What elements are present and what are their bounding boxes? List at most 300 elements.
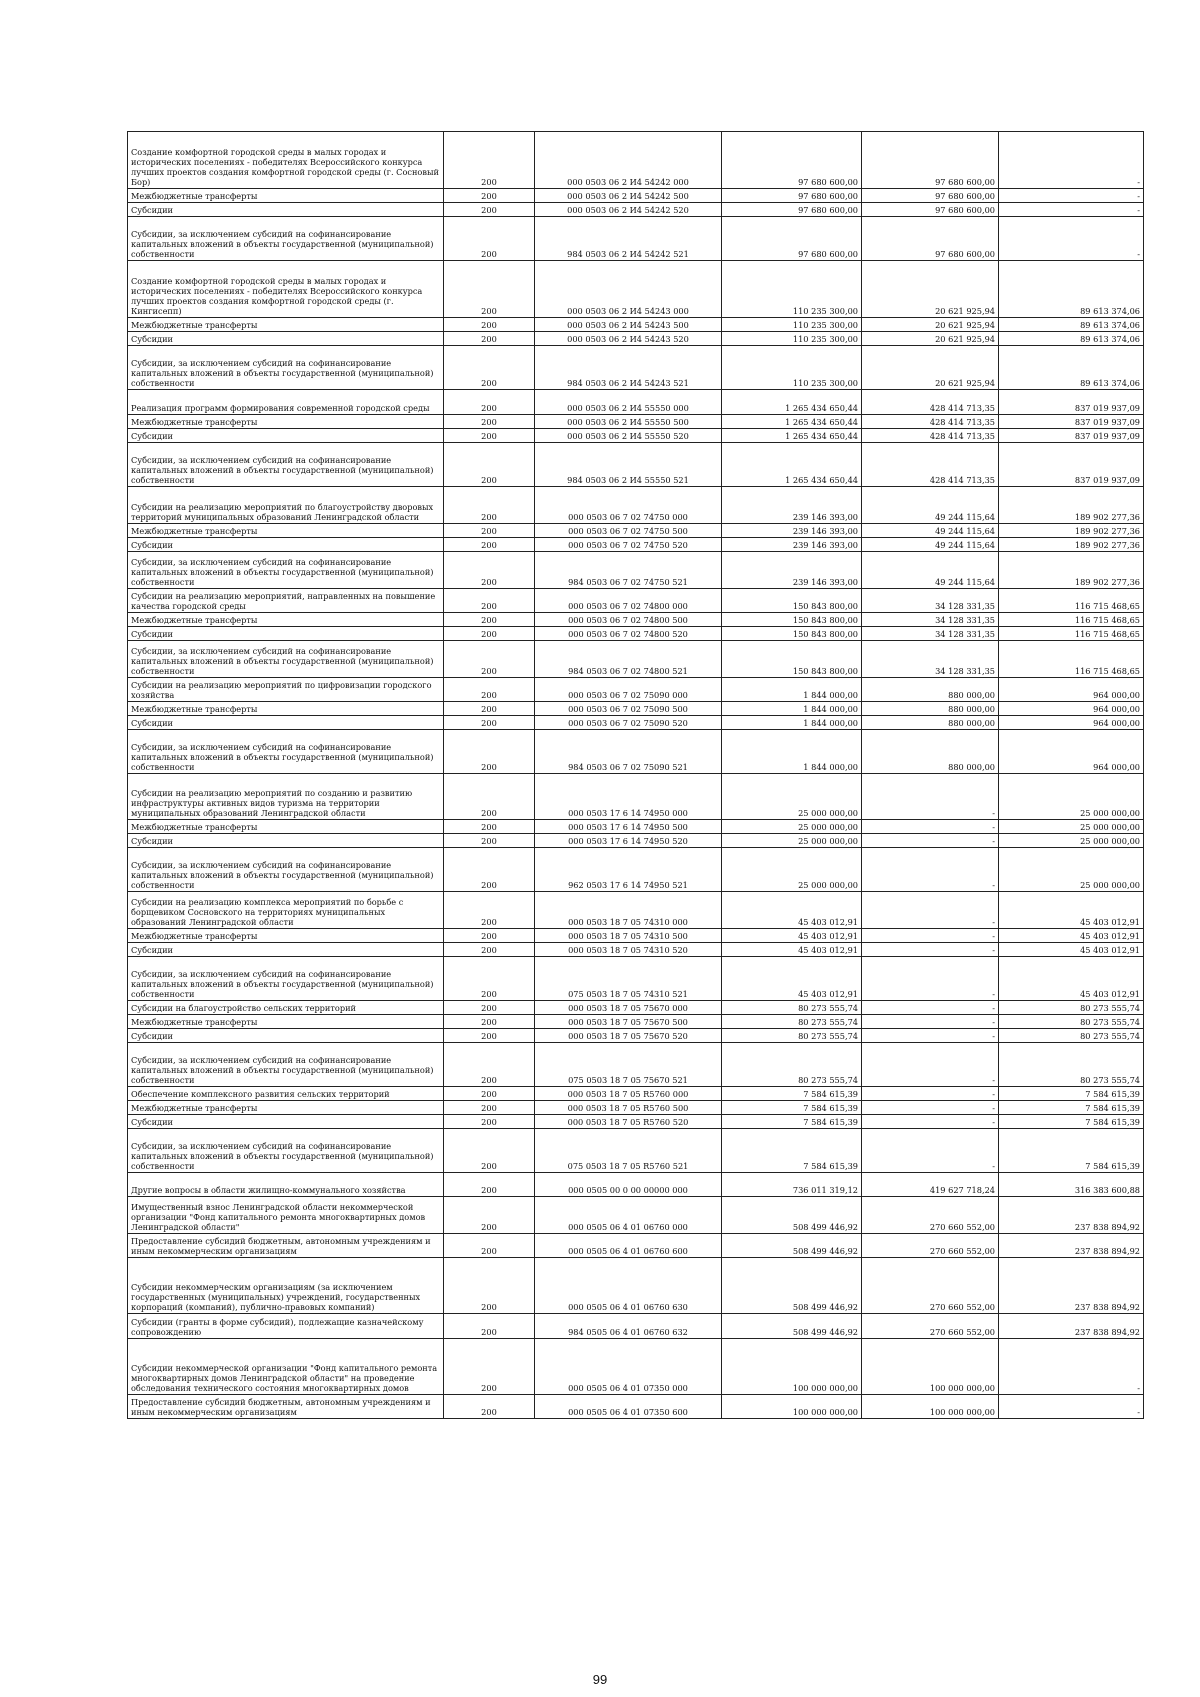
- row-kbk-cell: 000 0505 00 0 00 00000 000: [535, 1173, 722, 1197]
- row-kbk-cell: 984 0505 06 4 01 06760 632: [535, 1314, 722, 1339]
- row-kbk-cell: 000 0503 06 7 02 74750 000: [535, 487, 722, 524]
- row-executed-cell: -: [862, 1043, 999, 1087]
- row-unexecuted-cell: 189 902 277,36: [999, 552, 1144, 589]
- row-executed-cell: 49 244 115,64: [862, 487, 999, 524]
- table-row: [128, 189, 1144, 203]
- row-name-cell: Межбюджетные трансферты: [128, 415, 444, 429]
- row-code-cell: 200: [444, 730, 535, 774]
- row-unexecuted-cell: -: [999, 1395, 1144, 1419]
- row-unexecuted-cell: 116 715 468,65: [999, 613, 1144, 627]
- row-code-cell: 200: [444, 390, 535, 415]
- row-unexecuted-cell: 237 838 894,92: [999, 1197, 1144, 1234]
- row-executed-cell: -: [862, 848, 999, 892]
- row-kbk-cell: 000 0505 06 4 01 06760 630: [535, 1258, 722, 1314]
- row-name-cell: Межбюджетные трансферты: [128, 318, 444, 332]
- row-kbk-cell: 000 0503 17 6 14 74950 520: [535, 834, 722, 848]
- table-row: [128, 820, 1144, 834]
- row-code-cell: 200: [444, 132, 535, 189]
- row-unexecuted-cell: 80 273 555,74: [999, 1043, 1144, 1087]
- row-approved-cell: 45 403 012,91: [722, 892, 862, 929]
- row-approved-cell: 1 844 000,00: [722, 702, 862, 716]
- row-kbk-cell: 000 0503 06 2 И4 54243 520: [535, 332, 722, 346]
- row-name-cell: Другие вопросы в области жилищно-коммунального хозяйства: [128, 1173, 444, 1197]
- row-unexecuted-cell: 189 902 277,36: [999, 524, 1144, 538]
- row-code-cell: 200: [444, 1197, 535, 1234]
- row-kbk-cell: 962 0503 17 6 14 74950 521: [535, 848, 722, 892]
- row-unexecuted-cell: 964 000,00: [999, 678, 1144, 702]
- row-approved-cell: 25 000 000,00: [722, 848, 862, 892]
- row-name-cell: Субсидии на реализацию мероприятий, направленных на повышение качества городской среды: [128, 589, 444, 613]
- row-approved-cell: 100 000 000,00: [722, 1339, 862, 1395]
- row-code-cell: 200: [444, 217, 535, 261]
- row-name-cell: Субсидии, за исключением субсидий на софинансирование капитальных вложений в объекты государственной (муниципальной) собственности: [128, 848, 444, 892]
- row-kbk-cell: 000 0503 06 7 02 75090 000: [535, 678, 722, 702]
- row-kbk-cell: 000 0503 06 7 02 74800 520: [535, 627, 722, 641]
- budget-table: [127, 131, 1144, 1419]
- row-unexecuted-cell: 7 584 615,39: [999, 1101, 1144, 1115]
- row-code-cell: 200: [444, 702, 535, 716]
- row-unexecuted-cell: 837 019 937,09: [999, 443, 1144, 487]
- row-kbk-cell: 984 0503 06 2 И4 54243 521: [535, 346, 722, 390]
- row-unexecuted-cell: 45 403 012,91: [999, 892, 1144, 929]
- row-unexecuted-cell: 7 584 615,39: [999, 1129, 1144, 1173]
- row-approved-cell: 80 273 555,74: [722, 1001, 862, 1015]
- row-unexecuted-cell: 116 715 468,65: [999, 589, 1144, 613]
- row-approved-cell: 7 584 615,39: [722, 1087, 862, 1101]
- table-row: [128, 1101, 1144, 1115]
- table-row: [128, 1015, 1144, 1029]
- row-approved-cell: 45 403 012,91: [722, 957, 862, 1001]
- table-row: [128, 627, 1144, 641]
- row-approved-cell: 7 584 615,39: [722, 1129, 862, 1173]
- row-unexecuted-cell: 7 584 615,39: [999, 1087, 1144, 1101]
- row-approved-cell: 100 000 000,00: [722, 1395, 862, 1419]
- row-unexecuted-cell: 189 902 277,36: [999, 487, 1144, 524]
- row-name-cell: Межбюджетные трансферты: [128, 929, 444, 943]
- table-row: [128, 1087, 1144, 1101]
- row-executed-cell: 97 680 600,00: [862, 132, 999, 189]
- row-executed-cell: -: [862, 1087, 999, 1101]
- row-name-cell: Субсидии: [128, 834, 444, 848]
- row-kbk-cell: 000 0503 17 6 14 74950 500: [535, 820, 722, 834]
- row-unexecuted-cell: 316 383 600,88: [999, 1173, 1144, 1197]
- row-executed-cell: 428 414 713,35: [862, 415, 999, 429]
- table-row: [128, 415, 1144, 429]
- row-approved-cell: 25 000 000,00: [722, 774, 862, 820]
- row-approved-cell: 1 265 434 650,44: [722, 390, 862, 415]
- row-approved-cell: 1 844 000,00: [722, 678, 862, 702]
- table-row: [128, 957, 1144, 1001]
- row-name-cell: Субсидии: [128, 538, 444, 552]
- table-row: [128, 1395, 1144, 1419]
- row-name-cell: Имущественный взнос Ленинградской области некоммерческой организации "Фонд капитального ремонта многоквартирных домов Ленинградской области": [128, 1197, 444, 1234]
- row-code-cell: 200: [444, 1001, 535, 1015]
- row-approved-cell: 110 235 300,00: [722, 261, 862, 318]
- row-unexecuted-cell: 189 902 277,36: [999, 538, 1144, 552]
- row-approved-cell: 25 000 000,00: [722, 820, 862, 834]
- row-code-cell: 200: [444, 415, 535, 429]
- table-row: [128, 429, 1144, 443]
- row-name-cell: Субсидии: [128, 332, 444, 346]
- table-row: [128, 1001, 1144, 1015]
- row-name-cell: Субсидии на реализацию комплекса мероприятий по борьбе с борщевиком Сосновского на территориях муниципальных образований Ленинградской области: [128, 892, 444, 929]
- row-unexecuted-cell: 837 019 937,09: [999, 415, 1144, 429]
- row-unexecuted-cell: 837 019 937,09: [999, 390, 1144, 415]
- row-code-cell: 200: [444, 332, 535, 346]
- row-name-cell: Субсидии, за исключением субсидий на софинансирование капитальных вложений в объекты государственной (муниципальной) собственности: [128, 730, 444, 774]
- table-row: [128, 132, 1144, 189]
- row-code-cell: 200: [444, 943, 535, 957]
- row-executed-cell: 20 621 925,94: [862, 261, 999, 318]
- row-code-cell: 200: [444, 538, 535, 552]
- row-name-cell: Субсидии некоммерческим организациям (за исключением государственных (муниципальных) учреждений, государственных корпораций (компаний), публично-правовых компаний): [128, 1258, 444, 1314]
- row-code-cell: 200: [444, 929, 535, 943]
- row-approved-cell: 25 000 000,00: [722, 834, 862, 848]
- row-code-cell: 200: [444, 848, 535, 892]
- row-name-cell: Субсидии, за исключением субсидий на софинансирование капитальных вложений в объекты государственной (муниципальной) собственности: [128, 1043, 444, 1087]
- row-executed-cell: 100 000 000,00: [862, 1395, 999, 1419]
- row-executed-cell: 880 000,00: [862, 702, 999, 716]
- row-unexecuted-cell: 89 613 374,06: [999, 261, 1144, 318]
- row-kbk-cell: 000 0503 06 7 02 74750 500: [535, 524, 722, 538]
- row-code-cell: 200: [444, 892, 535, 929]
- row-approved-cell: 239 146 393,00: [722, 538, 862, 552]
- row-executed-cell: 97 680 600,00: [862, 203, 999, 217]
- row-approved-cell: 97 680 600,00: [722, 203, 862, 217]
- row-unexecuted-cell: 964 000,00: [999, 702, 1144, 716]
- row-executed-cell: 419 627 718,24: [862, 1173, 999, 1197]
- row-name-cell: Субсидии на реализацию мероприятий по цифровизации городского хозяйства: [128, 678, 444, 702]
- row-executed-cell: 20 621 925,94: [862, 332, 999, 346]
- budget-table-body: [128, 132, 1144, 1419]
- row-code-cell: 200: [444, 1087, 535, 1101]
- row-approved-cell: 508 499 446,92: [722, 1234, 862, 1258]
- row-unexecuted-cell: 89 613 374,06: [999, 346, 1144, 390]
- row-approved-cell: 1 844 000,00: [722, 730, 862, 774]
- row-unexecuted-cell: -: [999, 217, 1144, 261]
- row-code-cell: 200: [444, 524, 535, 538]
- row-name-cell: Субсидии, за исключением субсидий на софинансирование капитальных вложений в объекты государственной (муниципальной) собственности: [128, 217, 444, 261]
- row-executed-cell: 49 244 115,64: [862, 524, 999, 538]
- table-row: [128, 390, 1144, 415]
- row-kbk-cell: 000 0503 06 2 И4 54242 520: [535, 203, 722, 217]
- row-kbk-cell: 000 0503 06 2 И4 54243 500: [535, 318, 722, 332]
- document-page: [127, 131, 1143, 1419]
- row-code-cell: 200: [444, 716, 535, 730]
- row-approved-cell: 80 273 555,74: [722, 1043, 862, 1087]
- table-row: [128, 943, 1144, 957]
- row-approved-cell: 80 273 555,74: [722, 1029, 862, 1043]
- row-kbk-cell: 000 0503 06 2 И4 54242 000: [535, 132, 722, 189]
- row-executed-cell: 270 660 552,00: [862, 1197, 999, 1234]
- row-name-cell: Субсидии: [128, 203, 444, 217]
- row-kbk-cell: 000 0503 06 2 И4 54243 000: [535, 261, 722, 318]
- row-code-cell: 200: [444, 318, 535, 332]
- row-name-cell: Субсидии, за исключением субсидий на софинансирование капитальных вложений в объекты государственной (муниципальной) собственности: [128, 957, 444, 1001]
- row-approved-cell: 80 273 555,74: [722, 1015, 862, 1029]
- table-row: [128, 552, 1144, 589]
- row-kbk-cell: 075 0503 18 7 05 R5760 521: [535, 1129, 722, 1173]
- row-executed-cell: 270 660 552,00: [862, 1314, 999, 1339]
- row-kbk-cell: 000 0503 06 2 И4 54242 500: [535, 189, 722, 203]
- row-kbk-cell: 984 0503 06 2 И4 54242 521: [535, 217, 722, 261]
- row-name-cell: Межбюджетные трансферты: [128, 524, 444, 538]
- table-row: [128, 848, 1144, 892]
- table-row: [128, 716, 1144, 730]
- row-name-cell: Субсидии, за исключением субсидий на софинансирование капитальных вложений в объекты государственной (муниципальной) собственности: [128, 346, 444, 390]
- table-row: [128, 538, 1144, 552]
- row-unexecuted-cell: 25 000 000,00: [999, 820, 1144, 834]
- row-unexecuted-cell: 80 273 555,74: [999, 1015, 1144, 1029]
- row-executed-cell: 49 244 115,64: [862, 538, 999, 552]
- row-approved-cell: 97 680 600,00: [722, 189, 862, 203]
- row-executed-cell: -: [862, 820, 999, 834]
- row-code-cell: 200: [444, 1115, 535, 1129]
- row-approved-cell: 110 235 300,00: [722, 332, 862, 346]
- table-row: [128, 1029, 1144, 1043]
- table-row: [128, 702, 1144, 716]
- row-unexecuted-cell: 25 000 000,00: [999, 848, 1144, 892]
- row-executed-cell: 49 244 115,64: [862, 552, 999, 589]
- row-unexecuted-cell: -: [999, 1339, 1144, 1395]
- row-kbk-cell: 000 0503 06 2 И4 55550 520: [535, 429, 722, 443]
- row-unexecuted-cell: 237 838 894,92: [999, 1258, 1144, 1314]
- row-kbk-cell: 000 0503 18 7 05 75670 520: [535, 1029, 722, 1043]
- row-code-cell: 200: [444, 641, 535, 678]
- row-code-cell: 200: [444, 203, 535, 217]
- row-unexecuted-cell: -: [999, 189, 1144, 203]
- row-name-cell: Межбюджетные трансферты: [128, 820, 444, 834]
- row-kbk-cell: 984 0503 06 2 И4 55550 521: [535, 443, 722, 487]
- row-name-cell: Реализация программ формирования современной городской среды: [128, 390, 444, 415]
- row-unexecuted-cell: 7 584 615,39: [999, 1115, 1144, 1129]
- row-code-cell: 200: [444, 1314, 535, 1339]
- row-unexecuted-cell: 25 000 000,00: [999, 774, 1144, 820]
- row-executed-cell: 880 000,00: [862, 730, 999, 774]
- row-name-cell: Субсидии, за исключением субсидий на софинансирование капитальных вложений в объекты государственной (муниципальной) собственности: [128, 443, 444, 487]
- table-row: [128, 1234, 1144, 1258]
- row-name-cell: Субсидии: [128, 943, 444, 957]
- row-code-cell: 200: [444, 261, 535, 318]
- row-name-cell: Субсидии, за исключением субсидий на софинансирование капитальных вложений в объекты государственной (муниципальной) собственности: [128, 641, 444, 678]
- row-code-cell: 200: [444, 1395, 535, 1419]
- row-code-cell: 200: [444, 1029, 535, 1043]
- table-row: [128, 730, 1144, 774]
- row-approved-cell: 150 843 800,00: [722, 589, 862, 613]
- row-unexecuted-cell: 45 403 012,91: [999, 943, 1144, 957]
- row-unexecuted-cell: 837 019 937,09: [999, 429, 1144, 443]
- row-name-cell: Субсидии: [128, 627, 444, 641]
- table-row: [128, 1258, 1144, 1314]
- row-unexecuted-cell: 45 403 012,91: [999, 957, 1144, 1001]
- row-unexecuted-cell: -: [999, 203, 1144, 217]
- row-kbk-cell: 000 0503 06 7 02 74800 000: [535, 589, 722, 613]
- row-unexecuted-cell: 116 715 468,65: [999, 641, 1144, 678]
- table-row: [128, 487, 1144, 524]
- row-name-cell: Межбюджетные трансферты: [128, 1015, 444, 1029]
- row-kbk-cell: 000 0503 18 7 05 R5760 000: [535, 1087, 722, 1101]
- row-approved-cell: 736 011 319,12: [722, 1173, 862, 1197]
- table-row: [128, 613, 1144, 627]
- row-approved-cell: 1 265 434 650,44: [722, 443, 862, 487]
- table-row: [128, 774, 1144, 820]
- table-row: [128, 1129, 1144, 1173]
- row-kbk-cell: 000 0503 06 7 02 74800 500: [535, 613, 722, 627]
- row-code-cell: 200: [444, 1339, 535, 1395]
- row-name-cell: Предоставление субсидий бюджетным, автономным учреждениям и иным некоммерческим организациям: [128, 1395, 444, 1419]
- row-unexecuted-cell: 80 273 555,74: [999, 1001, 1144, 1015]
- row-code-cell: 200: [444, 487, 535, 524]
- row-executed-cell: 97 680 600,00: [862, 189, 999, 203]
- row-executed-cell: 428 414 713,35: [862, 443, 999, 487]
- row-unexecuted-cell: 116 715 468,65: [999, 627, 1144, 641]
- row-approved-cell: 7 584 615,39: [722, 1101, 862, 1115]
- table-row: [128, 318, 1144, 332]
- row-name-cell: Межбюджетные трансферты: [128, 702, 444, 716]
- row-name-cell: Субсидии, за исключением субсидий на софинансирование капитальных вложений в объекты государственной (муниципальной) собственности: [128, 552, 444, 589]
- row-kbk-cell: 984 0503 06 7 02 74750 521: [535, 552, 722, 589]
- row-kbk-cell: 000 0503 18 7 05 R5760 500: [535, 1101, 722, 1115]
- row-executed-cell: 270 660 552,00: [862, 1258, 999, 1314]
- row-executed-cell: -: [862, 1101, 999, 1115]
- row-executed-cell: 880 000,00: [862, 716, 999, 730]
- row-approved-cell: 508 499 446,92: [722, 1314, 862, 1339]
- row-executed-cell: 100 000 000,00: [862, 1339, 999, 1395]
- row-kbk-cell: 984 0503 06 7 02 75090 521: [535, 730, 722, 774]
- table-row: [128, 524, 1144, 538]
- table-row: [128, 1339, 1144, 1395]
- row-name-cell: Субсидии на благоустройство сельских территорий: [128, 1001, 444, 1015]
- row-name-cell: Субсидии: [128, 429, 444, 443]
- row-approved-cell: 110 235 300,00: [722, 346, 862, 390]
- row-approved-cell: 7 584 615,39: [722, 1115, 862, 1129]
- row-name-cell: Субсидии на реализацию мероприятий по созданию и развитию инфраструктуры активных видов туризма на территории муниципальных образований Ленинградской области: [128, 774, 444, 820]
- row-name-cell: Межбюджетные трансферты: [128, 613, 444, 627]
- row-name-cell: Субсидии некоммерческой организации "Фонд капитального ремонта многоквартирных домов Ленинградской области" на проведение обследования технического состояния многоквартирных домов: [128, 1339, 444, 1395]
- row-name-cell: Субсидии на реализацию мероприятий по благоустройству дворовых территорий муниципальных образований Ленинградской области: [128, 487, 444, 524]
- row-kbk-cell: 000 0503 18 7 05 74310 500: [535, 929, 722, 943]
- row-kbk-cell: 000 0505 06 4 01 06760 000: [535, 1197, 722, 1234]
- row-name-cell: Субсидии, за исключением субсидий на софинансирование капитальных вложений в объекты государственной (муниципальной) собственности: [128, 1129, 444, 1173]
- table-row: [128, 678, 1144, 702]
- row-kbk-cell: 000 0503 18 7 05 75670 500: [535, 1015, 722, 1029]
- row-kbk-cell: 000 0503 18 7 05 74310 000: [535, 892, 722, 929]
- row-unexecuted-cell: 25 000 000,00: [999, 834, 1144, 848]
- row-code-cell: 200: [444, 957, 535, 1001]
- row-code-cell: 200: [444, 589, 535, 613]
- table-row: [128, 892, 1144, 929]
- row-code-cell: 200: [444, 613, 535, 627]
- table-row: [128, 203, 1144, 217]
- row-executed-cell: -: [862, 774, 999, 820]
- table-row: [128, 1173, 1144, 1197]
- row-code-cell: 200: [444, 678, 535, 702]
- row-unexecuted-cell: 964 000,00: [999, 716, 1144, 730]
- row-code-cell: 200: [444, 1101, 535, 1115]
- row-name-cell: Создание комфортной городской среды в малых городах и исторических поселениях - победителях Всероссийского конкурса лучших проектов создания комфортной городской среды (г. Кингисепп): [128, 261, 444, 318]
- row-approved-cell: 150 843 800,00: [722, 613, 862, 627]
- row-executed-cell: 34 128 331,35: [862, 627, 999, 641]
- row-code-cell: 200: [444, 552, 535, 589]
- row-name-cell: Субсидии: [128, 1115, 444, 1129]
- row-kbk-cell: 000 0505 06 4 01 07350 000: [535, 1339, 722, 1395]
- row-name-cell: Субсидии (гранты в форме субсидий), подлежащие казначейскому сопровождению: [128, 1314, 444, 1339]
- row-executed-cell: 20 621 925,94: [862, 346, 999, 390]
- row-approved-cell: 508 499 446,92: [722, 1197, 862, 1234]
- row-approved-cell: 110 235 300,00: [722, 318, 862, 332]
- row-approved-cell: 1 844 000,00: [722, 716, 862, 730]
- row-executed-cell: -: [862, 1015, 999, 1029]
- row-executed-cell: 20 621 925,94: [862, 318, 999, 332]
- row-name-cell: Создание комфортной городской среды в малых городах и исторических поселениях - победителях Всероссийского конкурса лучших проектов создания комфортной городской среды (г. Сосновый Бор): [128, 132, 444, 189]
- row-code-cell: 200: [444, 346, 535, 390]
- row-executed-cell: -: [862, 834, 999, 848]
- table-row: [128, 1043, 1144, 1087]
- row-executed-cell: 34 128 331,35: [862, 641, 999, 678]
- page-number: 99: [592, 1672, 608, 1687]
- row-executed-cell: 270 660 552,00: [862, 1234, 999, 1258]
- table-row: [128, 346, 1144, 390]
- row-kbk-cell: 000 0503 18 7 05 R5760 520: [535, 1115, 722, 1129]
- row-kbk-cell: 000 0503 18 7 05 75670 000: [535, 1001, 722, 1015]
- row-name-cell: Обеспечение комплексного развития сельских территорий: [128, 1087, 444, 1101]
- row-kbk-cell: 000 0503 06 2 И4 55550 000: [535, 390, 722, 415]
- row-unexecuted-cell: 237 838 894,92: [999, 1314, 1144, 1339]
- row-kbk-cell: 000 0503 06 7 02 75090 500: [535, 702, 722, 716]
- row-approved-cell: 239 146 393,00: [722, 524, 862, 538]
- row-code-cell: 200: [444, 1258, 535, 1314]
- row-unexecuted-cell: 964 000,00: [999, 730, 1144, 774]
- row-code-cell: 200: [444, 627, 535, 641]
- row-approved-cell: 508 499 446,92: [722, 1258, 862, 1314]
- row-executed-cell: -: [862, 929, 999, 943]
- row-approved-cell: 239 146 393,00: [722, 487, 862, 524]
- row-executed-cell: -: [862, 1029, 999, 1043]
- row-kbk-cell: 000 0505 06 4 01 07350 600: [535, 1395, 722, 1419]
- table-row: [128, 1115, 1144, 1129]
- row-code-cell: 200: [444, 1234, 535, 1258]
- row-executed-cell: -: [862, 943, 999, 957]
- row-executed-cell: 428 414 713,35: [862, 390, 999, 415]
- row-unexecuted-cell: -: [999, 132, 1144, 189]
- row-kbk-cell: 000 0503 18 7 05 74310 520: [535, 943, 722, 957]
- row-approved-cell: 1 265 434 650,44: [722, 429, 862, 443]
- row-approved-cell: 45 403 012,91: [722, 943, 862, 957]
- table-row: [128, 217, 1144, 261]
- row-code-cell: 200: [444, 1129, 535, 1173]
- table-row: [128, 261, 1144, 318]
- row-kbk-cell: 075 0503 18 7 05 75670 521: [535, 1043, 722, 1087]
- table-row: [128, 1314, 1144, 1339]
- row-executed-cell: 97 680 600,00: [862, 217, 999, 261]
- row-executed-cell: -: [862, 1001, 999, 1015]
- table-row: [128, 834, 1144, 848]
- row-code-cell: 200: [444, 429, 535, 443]
- row-kbk-cell: 000 0503 06 7 02 74750 520: [535, 538, 722, 552]
- row-name-cell: Межбюджетные трансферты: [128, 189, 444, 203]
- table-row: [128, 443, 1144, 487]
- row-approved-cell: 97 680 600,00: [722, 132, 862, 189]
- table-row: [128, 641, 1144, 678]
- row-name-cell: Предоставление субсидий бюджетным, автономным учреждениям и иным некоммерческим организациям: [128, 1234, 444, 1258]
- row-executed-cell: 34 128 331,35: [862, 613, 999, 627]
- row-approved-cell: 239 146 393,00: [722, 552, 862, 589]
- row-unexecuted-cell: 89 613 374,06: [999, 332, 1144, 346]
- table-row: [128, 589, 1144, 613]
- row-executed-cell: 880 000,00: [862, 678, 999, 702]
- row-code-cell: 200: [444, 443, 535, 487]
- row-kbk-cell: 000 0503 06 2 И4 55550 500: [535, 415, 722, 429]
